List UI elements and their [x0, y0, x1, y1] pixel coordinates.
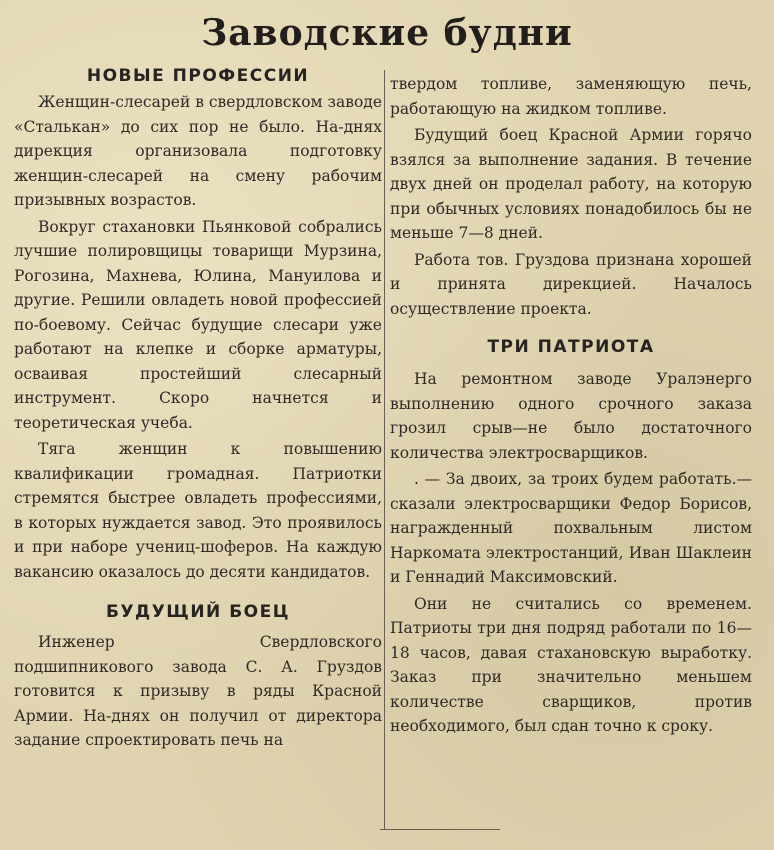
heading-three-patriots: ТРИ ПАТРИОТА: [487, 337, 655, 357]
paragraph: Инженер Свердловского подшипникового завода С. А. Груздов готовится к призыву в ряды Красной Армии. На-днях он получил от директора задание спроектировать печь на: [14, 633, 382, 749]
paragraph: Работа тов. Груздова признана хорошей и принята дирекцией. Началось осуществление проекта.: [390, 250, 752, 318]
right-column: [390, 72, 752, 739]
paragraph: Они не считались со временем. Патриоты три дня подряд работали по 16—18 часов, давая стахановскую выработку. Заказ при значительно меньшем количестве сварщиков, против необходимого, был сдан точно к сроку.: [390, 594, 752, 735]
column-divider: [384, 70, 385, 830]
left-column: [14, 64, 382, 753]
paragraph: Вокруг стахановки Пьянковой собрались лучшие полировщицы товарищи Мурзина, Рогозина, Махнева, Юлина, Мануилова и другие. Решили овладеть новой профессией по-боевому. Сейчас будущие слесари уже работают на клепке и сборке арматуры, осваивая простейший слесарный инструмент. Скоро начнется и теоретическая учеба.: [14, 217, 382, 432]
paragraph: . — За двоих, за троих будем работать.—сказали электросварщики Федор Борисов, награжденный похвальным листом Наркомата электростанций, Иван Шаклеин и Геннадий Максимовский.: [390, 470, 752, 586]
paragraph: Будущий боец Красной Армии горячо взялся за выполнение задания. В течение двух дней он проделал работу, на которую при обычных условиях понадобилось бы не меньше 7—8 дней.: [390, 126, 752, 242]
paragraph-continued: твердом топливе, заменяющую печь, работающую на жидком топливе.: [390, 75, 752, 118]
paragraph: На ремонтном заводе Уралэнерго выполнению одного срочного заказа грозил срыв—не было достаточного количества электросварщиков.: [390, 370, 752, 462]
end-rule: [380, 829, 500, 830]
paragraph: Тяга женщин к повышению квалификации громадная. Патриотки стремятся быстрее овладеть профессиями, в которых нуждается завод. Это проявилось и при наборе учениц-шоферов. На каждую вакансию оказалось до десяти кандидатов.: [14, 440, 382, 581]
paragraph: Женщин-слесарей в свердловском заводе «Сталькан» до сих пор не было. На-днях дирекция организовала подготовку женщин-слесарей на смену рабочим призывных возрастов.: [14, 93, 382, 209]
page-title: Заводские будни: [201, 12, 573, 54]
heading-new-professions: НОВЫЕ ПРОФЕССИИ: [86, 66, 310, 86]
heading-future-fighter: БУДУЩИЙ БОЕЦ: [105, 602, 290, 622]
